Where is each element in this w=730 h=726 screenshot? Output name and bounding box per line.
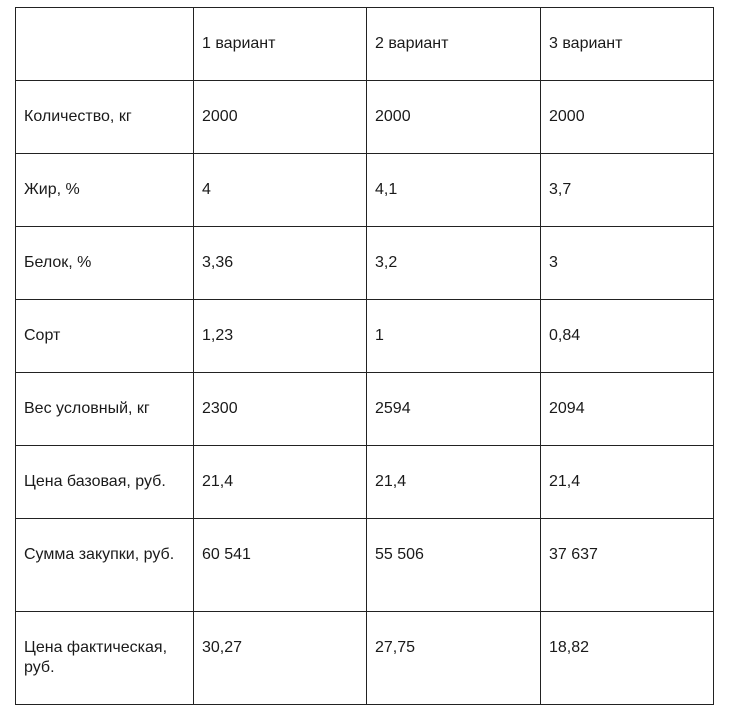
row-label: Белок, %	[16, 227, 194, 300]
row-label: Сорт	[16, 300, 194, 373]
row-label: Цена базовая, руб.	[16, 446, 194, 519]
table-row-protein	[16, 227, 714, 300]
table-row-actual-price	[16, 612, 714, 705]
row-label: Сумма закупки, руб.	[16, 519, 194, 612]
cell-value: 60 541	[194, 519, 367, 612]
cell-value: 30,27	[194, 612, 367, 705]
row-label: Цена фактическая, руб.	[16, 612, 194, 705]
header-variant-1: 1 вариант	[194, 8, 367, 81]
cell-value: 3,2	[367, 227, 541, 300]
header-corner-cell	[16, 8, 194, 81]
table-row-purchase-sum	[16, 519, 714, 612]
row-label: Вес условный, кг	[16, 373, 194, 446]
cell-value: 4,1	[367, 154, 541, 227]
table-row-grade	[16, 300, 714, 373]
cell-value: 21,4	[367, 446, 541, 519]
cell-value: 4	[194, 154, 367, 227]
row-label: Количество, кг	[16, 81, 194, 154]
cell-value: 3	[541, 227, 714, 300]
table-row-quantity	[16, 81, 714, 154]
cell-value: 2000	[194, 81, 367, 154]
cell-value: 1	[367, 300, 541, 373]
cell-value: 18,82	[541, 612, 714, 705]
cell-value: 3,36	[194, 227, 367, 300]
cell-value: 55 506	[367, 519, 541, 612]
comparison-table	[15, 7, 714, 705]
cell-value: 2300	[194, 373, 367, 446]
cell-value: 3,7	[541, 154, 714, 227]
table-row-base-price	[16, 446, 714, 519]
header-variant-3: 3 вариант	[541, 8, 714, 81]
cell-value: 2000	[541, 81, 714, 154]
header-row	[16, 8, 714, 81]
cell-value: 2094	[541, 373, 714, 446]
cell-value: 21,4	[194, 446, 367, 519]
table-row-fat	[16, 154, 714, 227]
cell-value: 27,75	[367, 612, 541, 705]
comparison-table-wrapper	[15, 7, 714, 705]
cell-value: 0,84	[541, 300, 714, 373]
cell-value: 2594	[367, 373, 541, 446]
row-label: Жир, %	[16, 154, 194, 227]
cell-value: 21,4	[541, 446, 714, 519]
cell-value: 2000	[367, 81, 541, 154]
table-row-conditional-weight	[16, 373, 714, 446]
cell-value: 37 637	[541, 519, 714, 612]
header-variant-2: 2 вариант	[367, 8, 541, 81]
cell-value: 1,23	[194, 300, 367, 373]
